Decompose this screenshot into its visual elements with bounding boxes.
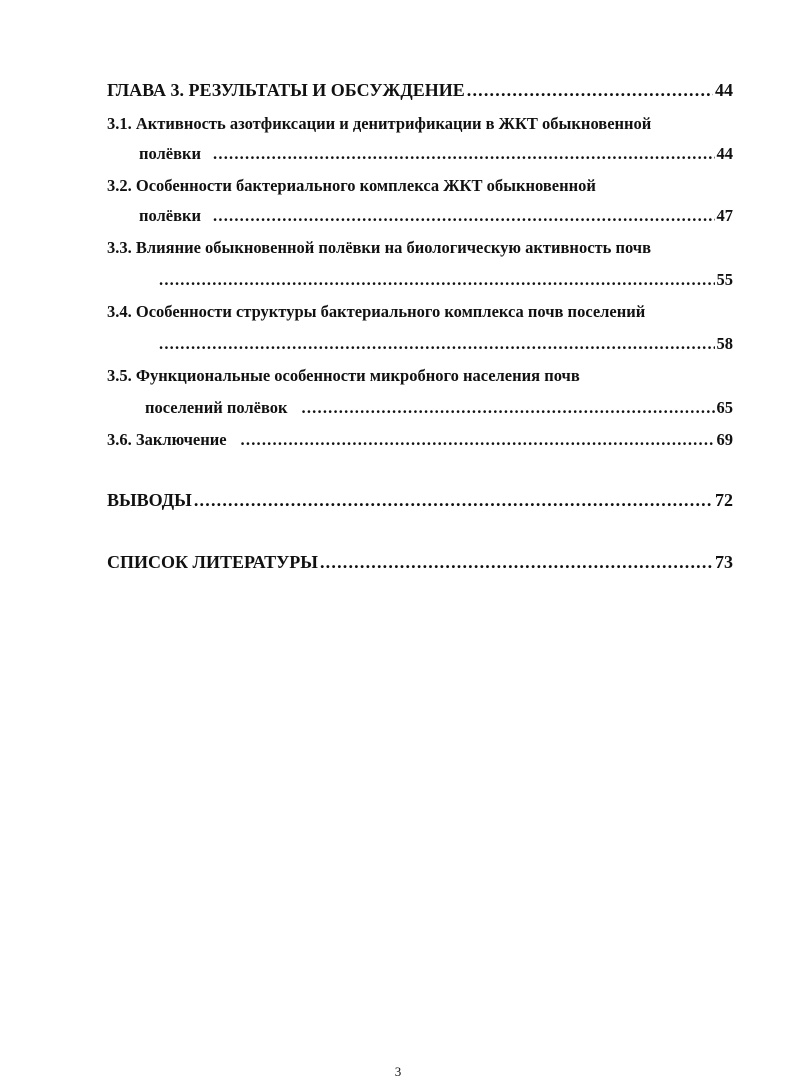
dot-leader xyxy=(467,80,713,100)
toc-entry-3-1-title[interactable]: 3.1. Активность азотфиксации и денитрификации в ЖКТ обыкновенной xyxy=(107,114,652,133)
toc-entry-3-2[interactable] xyxy=(107,206,733,226)
dot-leader xyxy=(213,144,714,164)
toc-entry-3-6[interactable] xyxy=(107,430,733,450)
toc-entry-3-2-title[interactable]: 3.2. Особенности бактериального комплекса ЖКТ обыкновенной xyxy=(107,176,596,195)
toc-page-number: 44 xyxy=(716,144,733,163)
toc-page-number: 73 xyxy=(715,552,733,572)
toc-entry-3-4[interactable] xyxy=(159,334,733,354)
toc-entry-title: 3.6. Заключение xyxy=(107,430,227,449)
toc-entry-conclusions[interactable] xyxy=(107,490,733,510)
toc-page-number: 58 xyxy=(716,334,733,353)
dot-leader xyxy=(213,206,714,226)
toc-entry-title-cont: полёвки xyxy=(139,144,202,163)
toc-entry-3-4-title[interactable]: 3.4. Особенности структуры бактериального комплекса почв поселений xyxy=(107,302,646,321)
toc-entry-3-3[interactable] xyxy=(159,270,733,290)
toc-entry-3-5[interactable] xyxy=(107,398,733,418)
dot-leader xyxy=(159,334,715,354)
toc-entry-title: ВЫВОДЫ xyxy=(107,490,192,510)
toc-page-number: 55 xyxy=(716,270,733,289)
dot-leader xyxy=(194,490,713,510)
toc-entry-chapter3[interactable] xyxy=(107,80,733,100)
dot-leader xyxy=(320,552,713,572)
toc-entry-3-3-title[interactable]: 3.3. Влияние обыкновенной полёвки на биологическую активность почв xyxy=(107,238,652,257)
dot-leader xyxy=(302,398,715,418)
dot-leader xyxy=(241,430,715,450)
toc-entry-title: ГЛАВА 3. РЕЗУЛЬТАТЫ И ОБСУЖДЕНИЕ xyxy=(107,80,465,100)
toc-entry-references[interactable] xyxy=(107,552,733,572)
toc-entry-3-1[interactable] xyxy=(107,144,733,164)
toc-entry-title-cont: полёвки xyxy=(139,206,202,225)
page-number: 3 xyxy=(394,1064,402,1079)
dot-leader xyxy=(159,270,715,290)
toc-page-number: 47 xyxy=(716,206,733,225)
toc-entry-3-5-title[interactable]: 3.5. Функциональные особенности микробного населения почв xyxy=(107,366,580,385)
toc-page-number: 72 xyxy=(715,490,733,510)
toc-page-number: 44 xyxy=(715,80,733,100)
toc-page-number: 65 xyxy=(716,398,733,417)
toc-entry-title-cont: поселений полёвок xyxy=(145,398,288,417)
toc-page-number: 69 xyxy=(716,430,733,449)
toc-entry-title: СПИСОК ЛИТЕРАТУРЫ xyxy=(107,552,318,572)
